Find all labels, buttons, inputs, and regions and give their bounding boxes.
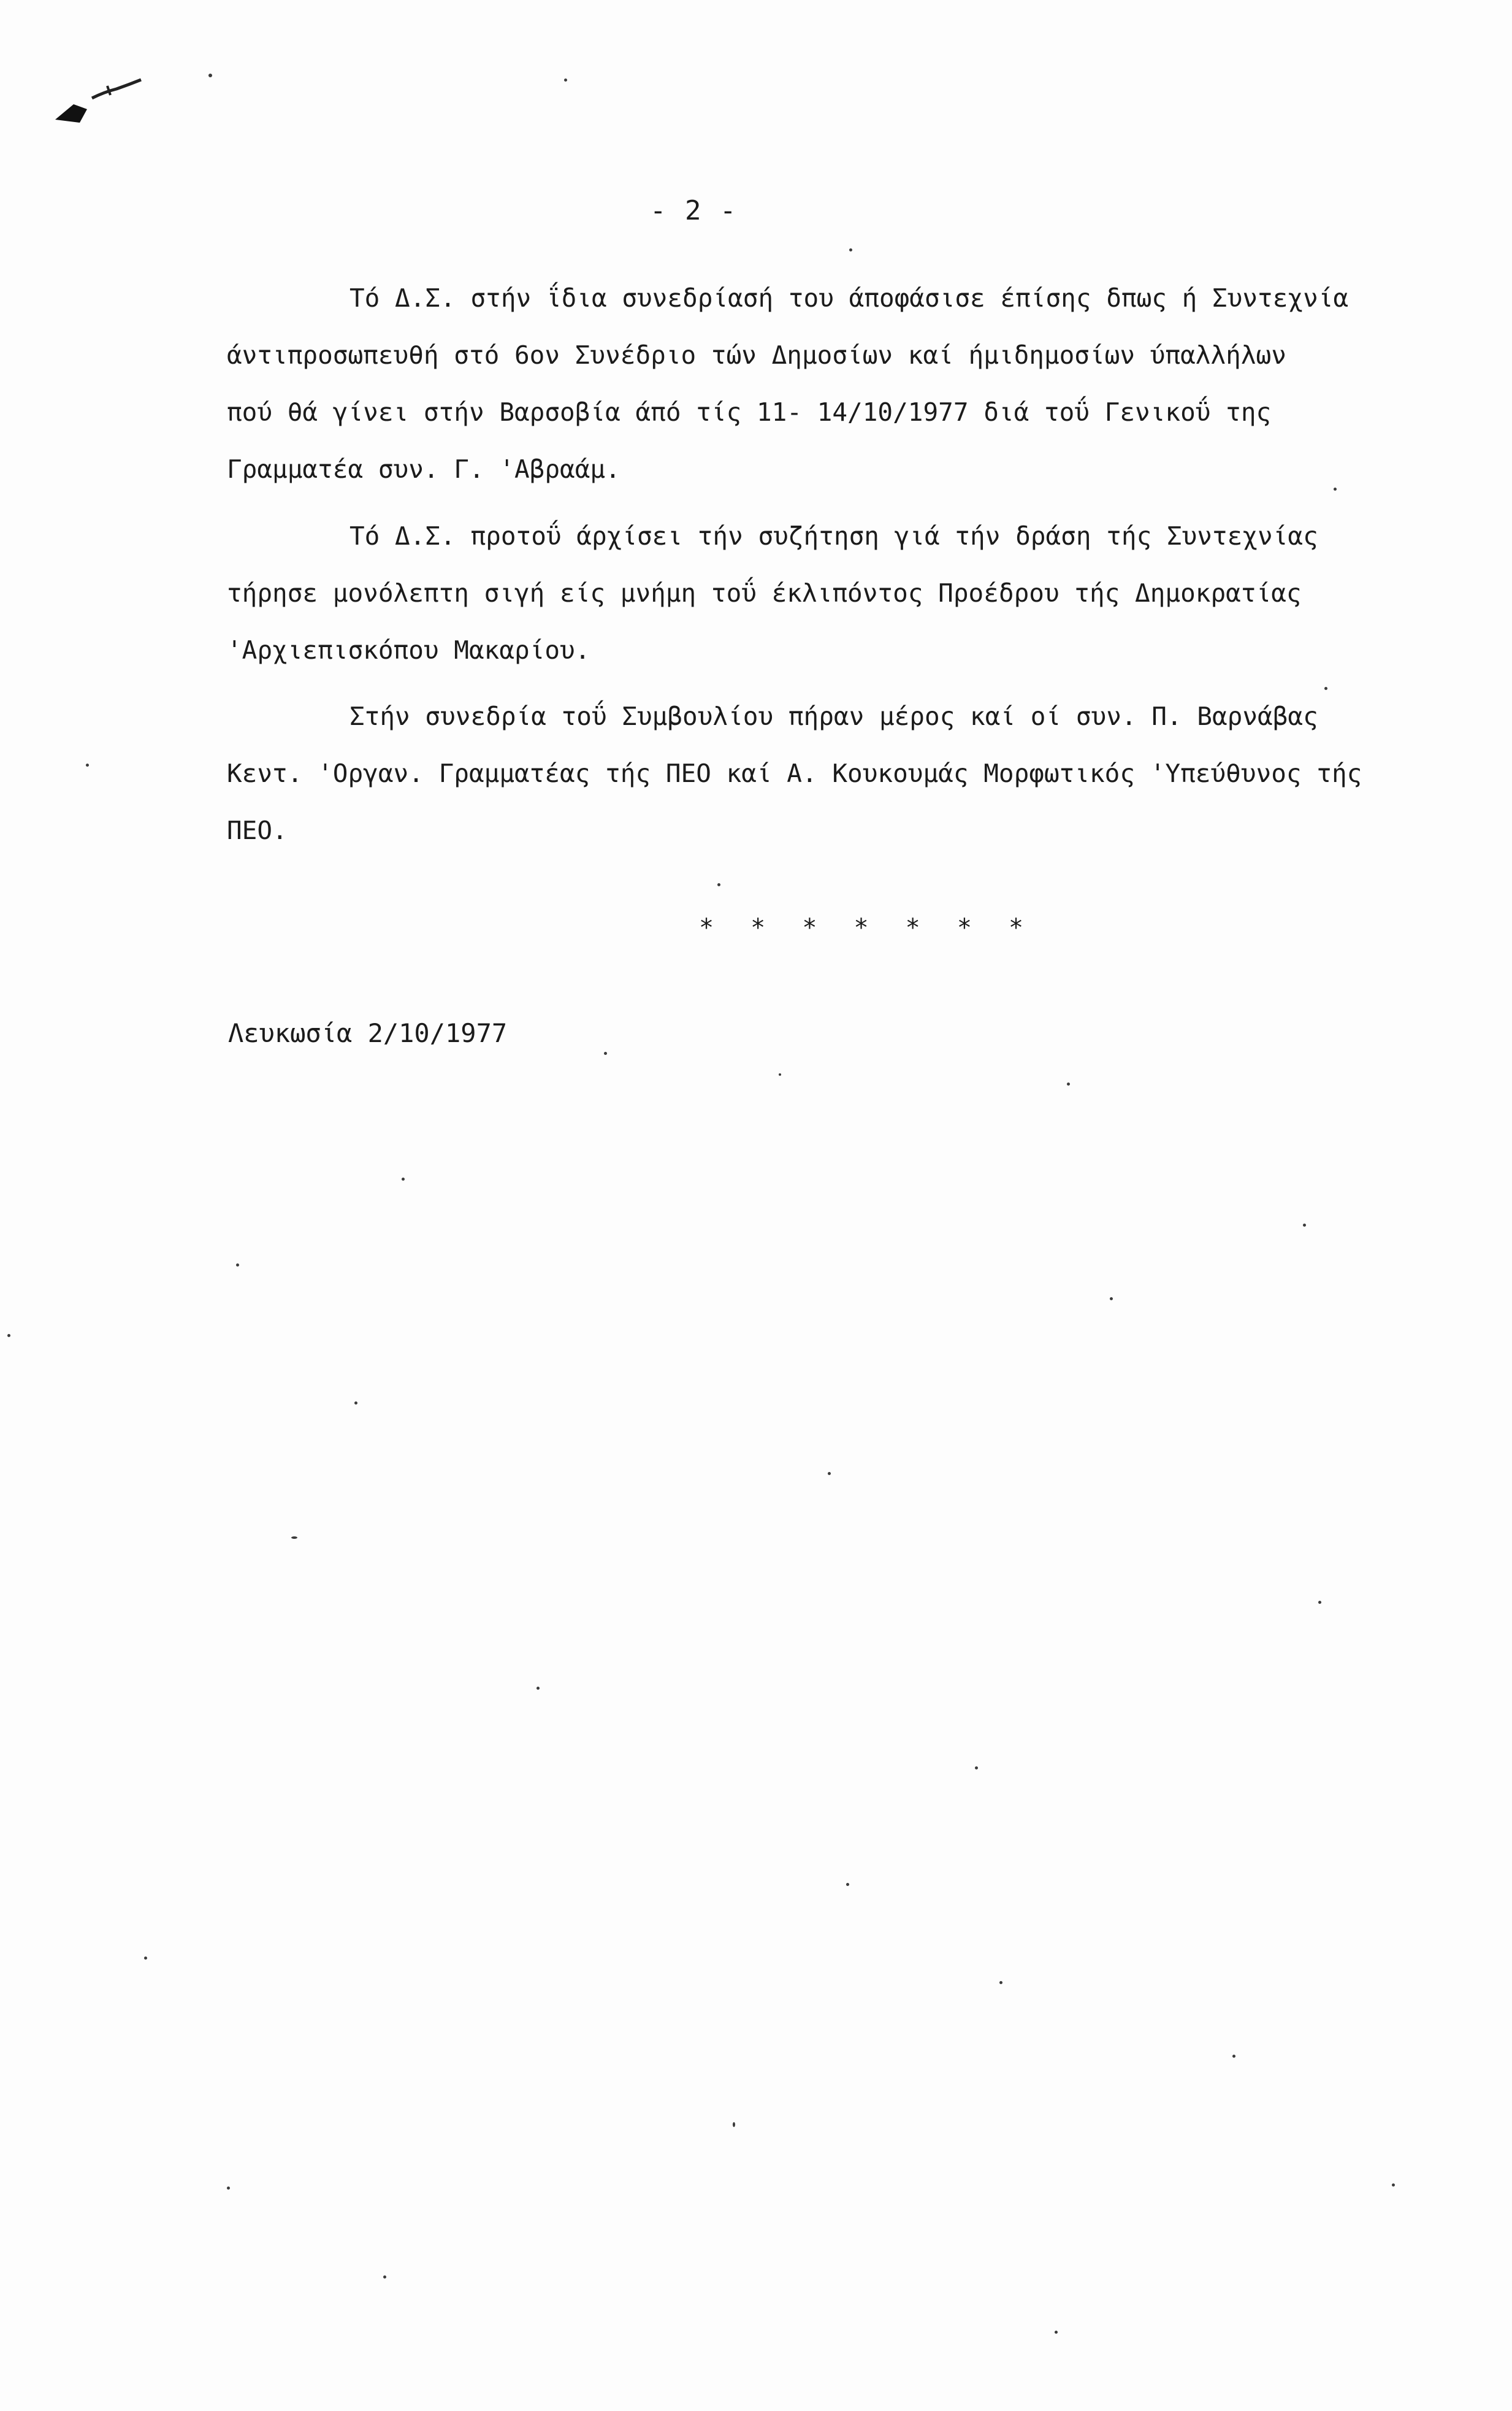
scan-speck	[999, 1981, 1002, 1984]
paragraph-line: πού θά γίνει στήν Βαρσοβία άπό τίς 11- 14/10/1977 διά τοΰ Γενικοΰ της	[227, 397, 1272, 427]
scan-speck	[536, 1687, 540, 1690]
scan-speck	[1067, 1083, 1070, 1086]
paragraph-attendees	[227, 688, 1380, 859]
scan-speck	[402, 1178, 405, 1181]
paragraph-line: 'Αρχιεπισκόπου Μακαρίου.	[227, 635, 590, 665]
scan-speck	[779, 1073, 781, 1076]
place-date-line: Λευκωσία 2/10/1977	[228, 1018, 508, 1048]
paragraph-line: Γραμματέα συν. Γ. 'Αβραάμ.	[227, 454, 620, 484]
paragraph-line: τήρησε μονόλεπτη σιγή είς μνήμη τοΰ έκλιπόντος Προέδρου τής Δημοκρατίας	[227, 578, 1302, 608]
paragraph-minute-silence	[227, 508, 1380, 679]
scan-speck	[291, 1536, 297, 1539]
scan-speck	[733, 2122, 735, 2127]
scan-speck	[1055, 2331, 1058, 2334]
scan-speck	[208, 74, 212, 77]
ink-smudge-mark	[49, 61, 147, 129]
scan-speck	[1110, 1297, 1113, 1300]
scan-speck	[86, 764, 89, 767]
scan-speck	[828, 1472, 831, 1475]
paragraph-line: Κεντ. 'Οργαν. Γραμματέας τής ΠΕΟ καί Α. Κουκουμάς Μορφωτικός 'Υπεύθυνος τής	[227, 759, 1362, 788]
scan-speck	[975, 1766, 978, 1769]
scan-speck	[354, 1401, 357, 1405]
scan-speck	[849, 248, 852, 251]
page-number: - 2 -	[650, 195, 738, 226]
scan-speck	[1334, 488, 1337, 491]
scan-speck	[1303, 1224, 1306, 1227]
scan-speck	[604, 1052, 607, 1055]
scan-speck	[1392, 2183, 1395, 2187]
paragraph-line: Στήν συνεδρία τοΰ Συμβουλίου πήραν μέρος καί οί συν. Π. Βαρνάβας	[349, 702, 1318, 731]
scan-speck	[1232, 2055, 1235, 2058]
scan-speck	[7, 1334, 10, 1337]
scan-speck	[1318, 1601, 1321, 1604]
scan-speck	[1324, 687, 1327, 690]
paragraph-line: Τό Δ.Σ. προτοΰ άρχίσει τήν συζήτηση γιά τήν δράση τής Συντεχνίας	[349, 521, 1318, 551]
paragraph-line: ΠΕΟ.	[227, 816, 288, 845]
scan-speck	[236, 1263, 239, 1267]
scan-speck	[564, 79, 567, 82]
paragraph-line: άντιπροσωπευθή στό 6ον Συνέδριο τών Δημοσίων καί ήμιδημοσίων ύπαλλήλων	[227, 340, 1286, 370]
scan-speck	[846, 1883, 849, 1886]
scan-speck	[383, 2275, 386, 2279]
scan-speck	[144, 1957, 147, 1960]
asterisk-separator: * * * * * * *	[699, 914, 1035, 942]
scan-speck	[227, 2187, 230, 2190]
scan-speck	[717, 883, 720, 886]
paragraph-board-decision	[227, 270, 1380, 498]
paragraph-line: Τό Δ.Σ. στήν ΐδια συνεδρίασή του άποφάσισε έπίσης δπως ή Συντεχνία	[349, 283, 1349, 313]
